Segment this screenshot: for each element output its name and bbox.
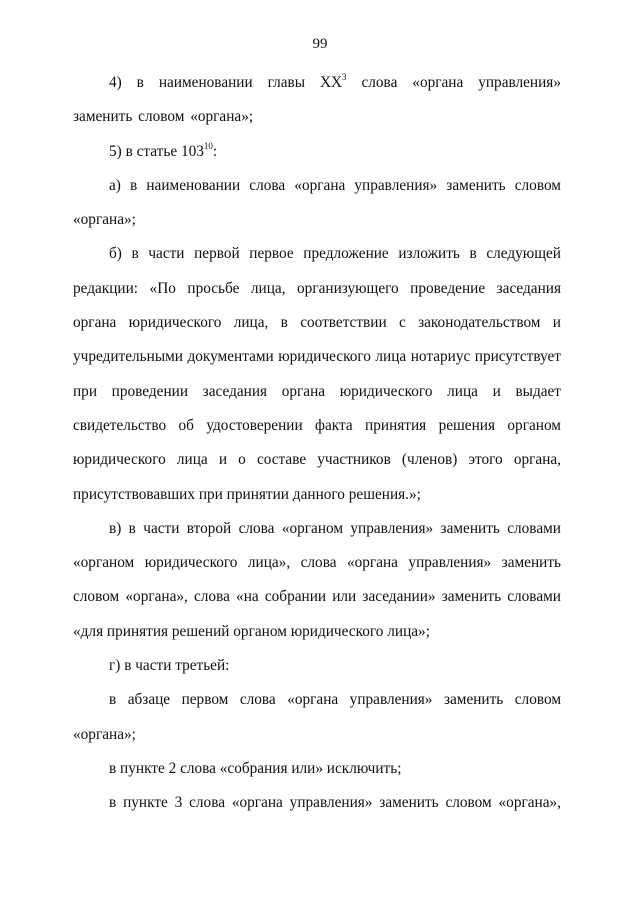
superscript: 3 — [342, 71, 347, 82]
paragraph-item-5 — [73, 135, 561, 169]
paragraph-subitem-a: а) в наименовании слова «органа управления» заменить словом «органа»; — [73, 176, 561, 229]
paragraph-punkt-2: в пункте 2 слова «собрания или» исключить; — [109, 759, 402, 777]
paragraph-text: 5) в статье 103 — [109, 142, 204, 160]
paragraph-subitem-b: б) в части первой первое предложение изложить в следующей редакции: «По просьбе лица, организующего проведение заседания органа юридического лица, в соответствии с законодательством и учредительными документами юридического лица нотариус присутствует при проведении заседания органа юридического лица и выдает свидетельство об удостоверении факта принятия решения органом юридического лица и о составе участников (членов) этого органа, присутствовавших при принятии данного решения.»; — [73, 245, 561, 503]
paragraph-subitem-g: г) в части третьей: — [109, 657, 230, 675]
paragraph-subitem-v: в) в части второй слова «органом управления» заменить словами «органом юридического лица», слова «органа управления» заменить словом «органа», слова «на собрании или заседании» заменить словами «для принятия решений органом юридического лица»; — [73, 519, 561, 640]
page-number: 99 — [312, 36, 328, 52]
superscript: 10 — [203, 140, 213, 151]
document-body — [73, 66, 561, 821]
paragraph-item-4 — [73, 66, 561, 135]
paragraph-text: : — [212, 142, 218, 160]
paragraph-text: 4) в наименовании главы XX — [109, 74, 343, 91]
paragraph-punkt-3: в пункте 3 слова «органа управления» заменить словом «органа», — [109, 794, 561, 812]
paragraph-abzac-1: в абзаце первом слова «органа управления» заменить словом «органа»; — [73, 691, 561, 743]
paragraph-text: слова «органа управления» заменить словом «органа»; — [73, 74, 561, 126]
